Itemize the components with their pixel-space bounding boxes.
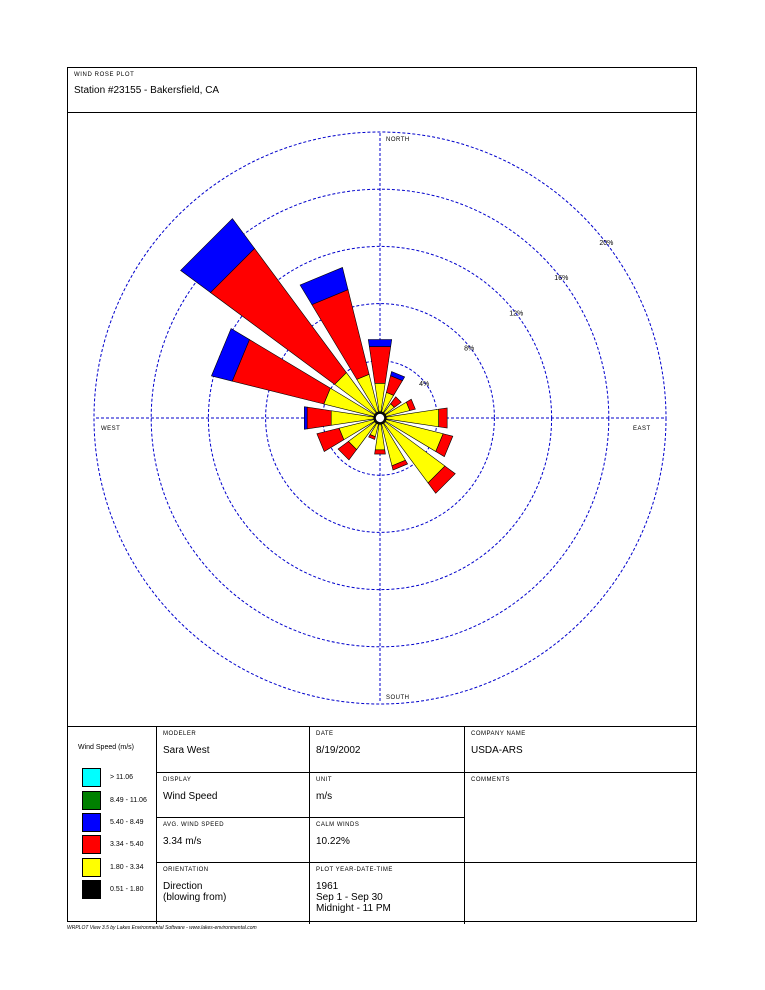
avg-speed-value: 3.34 m/s: [163, 836, 202, 847]
west-label: WEST: [101, 426, 121, 432]
display-cell: [157, 773, 309, 817]
period-hours: Midnight - 11 PM: [316, 903, 391, 914]
company-label: COMPANY NAME: [471, 731, 526, 737]
period-label: PLOT YEAR-DATE-TIME: [316, 867, 393, 873]
display-value: Wind Speed: [163, 791, 218, 802]
legend-swatch: [82, 813, 101, 832]
legend-label: 8.49 - 11.06: [110, 797, 147, 804]
empty-cell: [465, 863, 697, 924]
date-value: 8/19/2002: [316, 745, 361, 756]
legend-label: 5.40 - 8.49: [110, 819, 144, 826]
date-cell: [310, 727, 464, 772]
wind-rose-plot: [68, 113, 698, 726]
ring-label: 4%: [419, 380, 430, 388]
date-label: DATE: [316, 731, 334, 737]
ring-label: 16%: [554, 275, 569, 283]
legend-label: > 11.06: [110, 774, 134, 781]
period-cell: [310, 863, 464, 924]
legend-swatch: [82, 835, 101, 854]
ring-label: 12%: [509, 310, 524, 318]
software-credit: WRPLOT View 3.5 by Lakes Environmental Software - www.lakes-environmental.com: [67, 925, 257, 931]
period-dates: Sep 1 - Sep 30: [316, 892, 383, 903]
legend-title: Wind Speed (m/s): [78, 744, 135, 751]
ring-label: 20%: [599, 239, 614, 247]
modeler-value: Sara West: [163, 745, 210, 756]
legend-swatch: [82, 791, 101, 810]
company-value: USDA-ARS: [471, 745, 523, 756]
legend: [68, 727, 156, 924]
station-title: Station #23155 - Bakersfield, CA: [74, 85, 220, 96]
legend-swatch: [82, 858, 101, 877]
calm-value: 10.22%: [316, 836, 350, 847]
avg-speed-label: AVG. WIND SPEED: [163, 822, 225, 828]
unit-value: m/s: [316, 791, 333, 802]
petal-e-bin-2: [439, 408, 447, 428]
petal-w-bin-2: [307, 407, 331, 429]
south-label: SOUTH: [386, 695, 410, 701]
legend-swatch: [82, 768, 101, 787]
orientation-note: (blowing from): [163, 892, 227, 903]
petal-s-bin-2: [375, 450, 386, 454]
info-panel: [68, 726, 696, 923]
company-cell: [465, 727, 697, 772]
unit-cell: [310, 773, 464, 817]
petal-n-bin-3: [368, 340, 391, 347]
wind-rose-report: [67, 67, 697, 922]
legend-swatch: [82, 880, 101, 899]
petal-n-bin-2: [369, 347, 390, 384]
unit-label: UNIT: [316, 777, 332, 783]
modeler-cell: [157, 727, 309, 772]
calm-cell: [310, 818, 464, 862]
plot-type-label: WIND ROSE PLOT: [74, 72, 135, 78]
orientation-cell: [157, 863, 309, 924]
east-label: EAST: [633, 426, 651, 432]
orientation-value: Direction: [163, 881, 203, 892]
display-label: DISPLAY: [163, 777, 192, 783]
avg-speed-cell: [157, 818, 309, 862]
north-label: NORTH: [386, 137, 410, 143]
petal-w-bin-3: [304, 407, 307, 430]
modeler-label: MODELER: [163, 731, 197, 737]
comments-cell: [465, 773, 697, 862]
calm-label: CALM WINDS: [316, 822, 360, 828]
wind-rose-svg: [68, 113, 698, 726]
period-year: 1961: [316, 881, 339, 892]
ring-label: 8%: [464, 345, 475, 353]
legend-label: 3.34 - 5.40: [110, 841, 144, 848]
orientation-label: ORIENTATION: [163, 867, 209, 873]
legend-label: 1.80 - 3.34: [110, 864, 144, 871]
calm-center: [376, 414, 385, 423]
comments-label: COMMENTS: [471, 777, 510, 783]
report-header: [68, 68, 696, 113]
legend-label: 0.51 - 1.80: [110, 886, 144, 893]
